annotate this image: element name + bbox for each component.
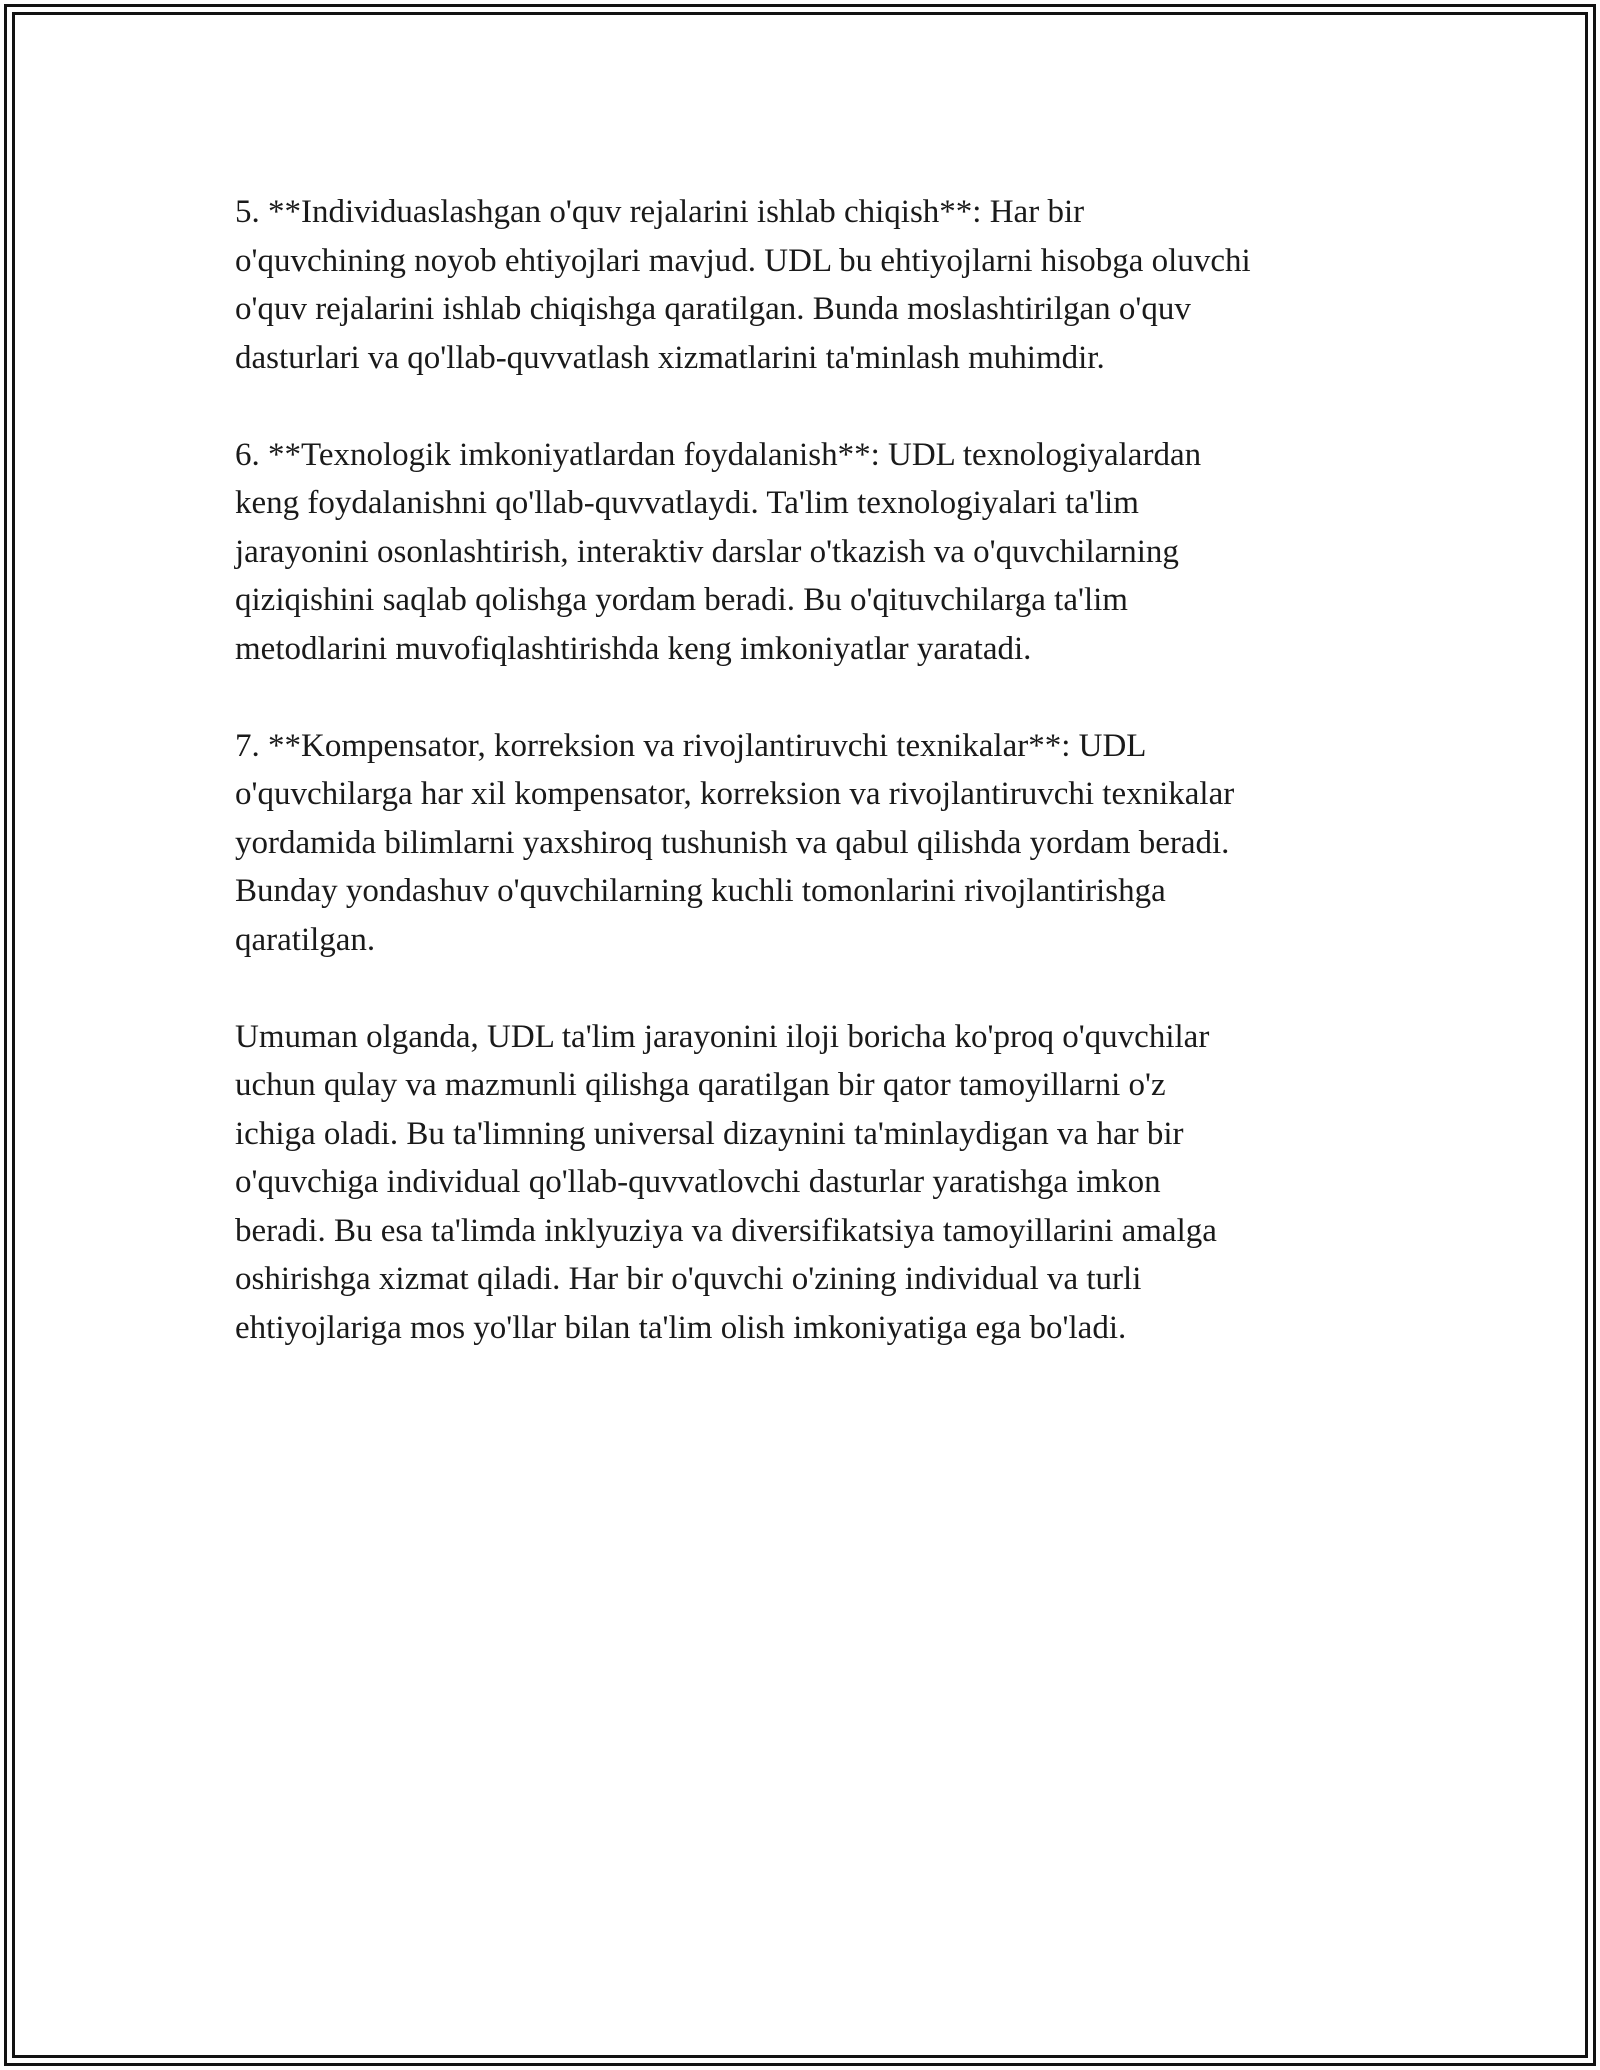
text-line: ichiga oladi. Bu ta'limning universal dizaynini ta'minlaydigan va har bir (235, 1115, 1184, 1152)
text-line: metodlarini muvofiqlashtirishda keng imkoniyatlar yaratadi. (235, 630, 1032, 667)
text-line: qiziqishini saqlab qolishga yordam beradi. Bu o'qituvchilarga ta'lim (235, 582, 1128, 618)
text-line: keng foydalanishni qo'llab-quvvatlaydi. Ta'lim texnologiyalari ta'lim (235, 485, 1139, 521)
text-line: 6. **Texnologik imkoniyatlardan foydalanish**: UDL texnologiyalardan (235, 436, 1202, 473)
text-line: o'quv rejalarini ishlab chiqishga qaratilgan. Bunda moslashtirilgan o'quv (235, 291, 1191, 327)
text-line: o'quvchining noyob ehtiyojlari mavjud. UDL bu ehtiyojlarni hisobga oluvchi (235, 242, 1251, 279)
text-line: oshirishga xizmat qiladi. Har bir o'quvchi o'zining individual va turli (235, 1261, 1142, 1297)
text-line: jarayonini osonlashtirish, interaktiv darslar o'tkazish va o'quvchilarning (235, 533, 1179, 570)
text-line: Umuman olganda, UDL ta'lim jarayonini iloji boricha ko'proq o'quvchilar (235, 1018, 1210, 1055)
text-line: Bunday yondashuv o'quvchilarning kuchli tomonlarini rivojlantirishga (235, 873, 1166, 909)
text-line: 7. **Kompensator, korreksion va rivojlantiruvchi texnikalar**: UDL (235, 727, 1147, 764)
text-line: ehtiyojlariga mos yo'llar bilan ta'lim olish imkoniyatiga ega bo'ladi. (235, 1309, 1127, 1346)
text-line: 5. **Individuaslashgan o'quv rejalarini ishlab chiqish**: Har bir (235, 194, 1085, 230)
paragraph-item-6 (235, 431, 1375, 674)
text-line: dasturlari va qo'llab-quvvatlash xizmatlarini ta'minlash muhimdir. (235, 339, 1105, 376)
paragraph-item-7 (235, 722, 1375, 965)
text-line: uchun qulay va mazmunli qilishga qaratilgan bir qator tamoyillarni o'z (235, 1067, 1166, 1103)
text-line: o'quvchiga individual qo'llab-quvvatlovchi dasturlar yaratishga imkon (235, 1164, 1161, 1200)
paragraph-conclusion (235, 1013, 1375, 1353)
paragraph-item-5 (235, 188, 1375, 382)
text-line: beradi. Bu esa ta'limda inklyuziya va diversifikatsiya tamoyillarini amalga (235, 1212, 1217, 1249)
text-line: yordamida bilimlarni yaxshiroq tushunish va qabul qilishda yordam beradi. (235, 824, 1230, 861)
document-body (235, 188, 1375, 1401)
text-line: qaratilgan. (235, 921, 376, 958)
text-line: o'quvchilarga har xil kompensator, korreksion va rivojlantiruvchi texnikalar (235, 776, 1235, 812)
